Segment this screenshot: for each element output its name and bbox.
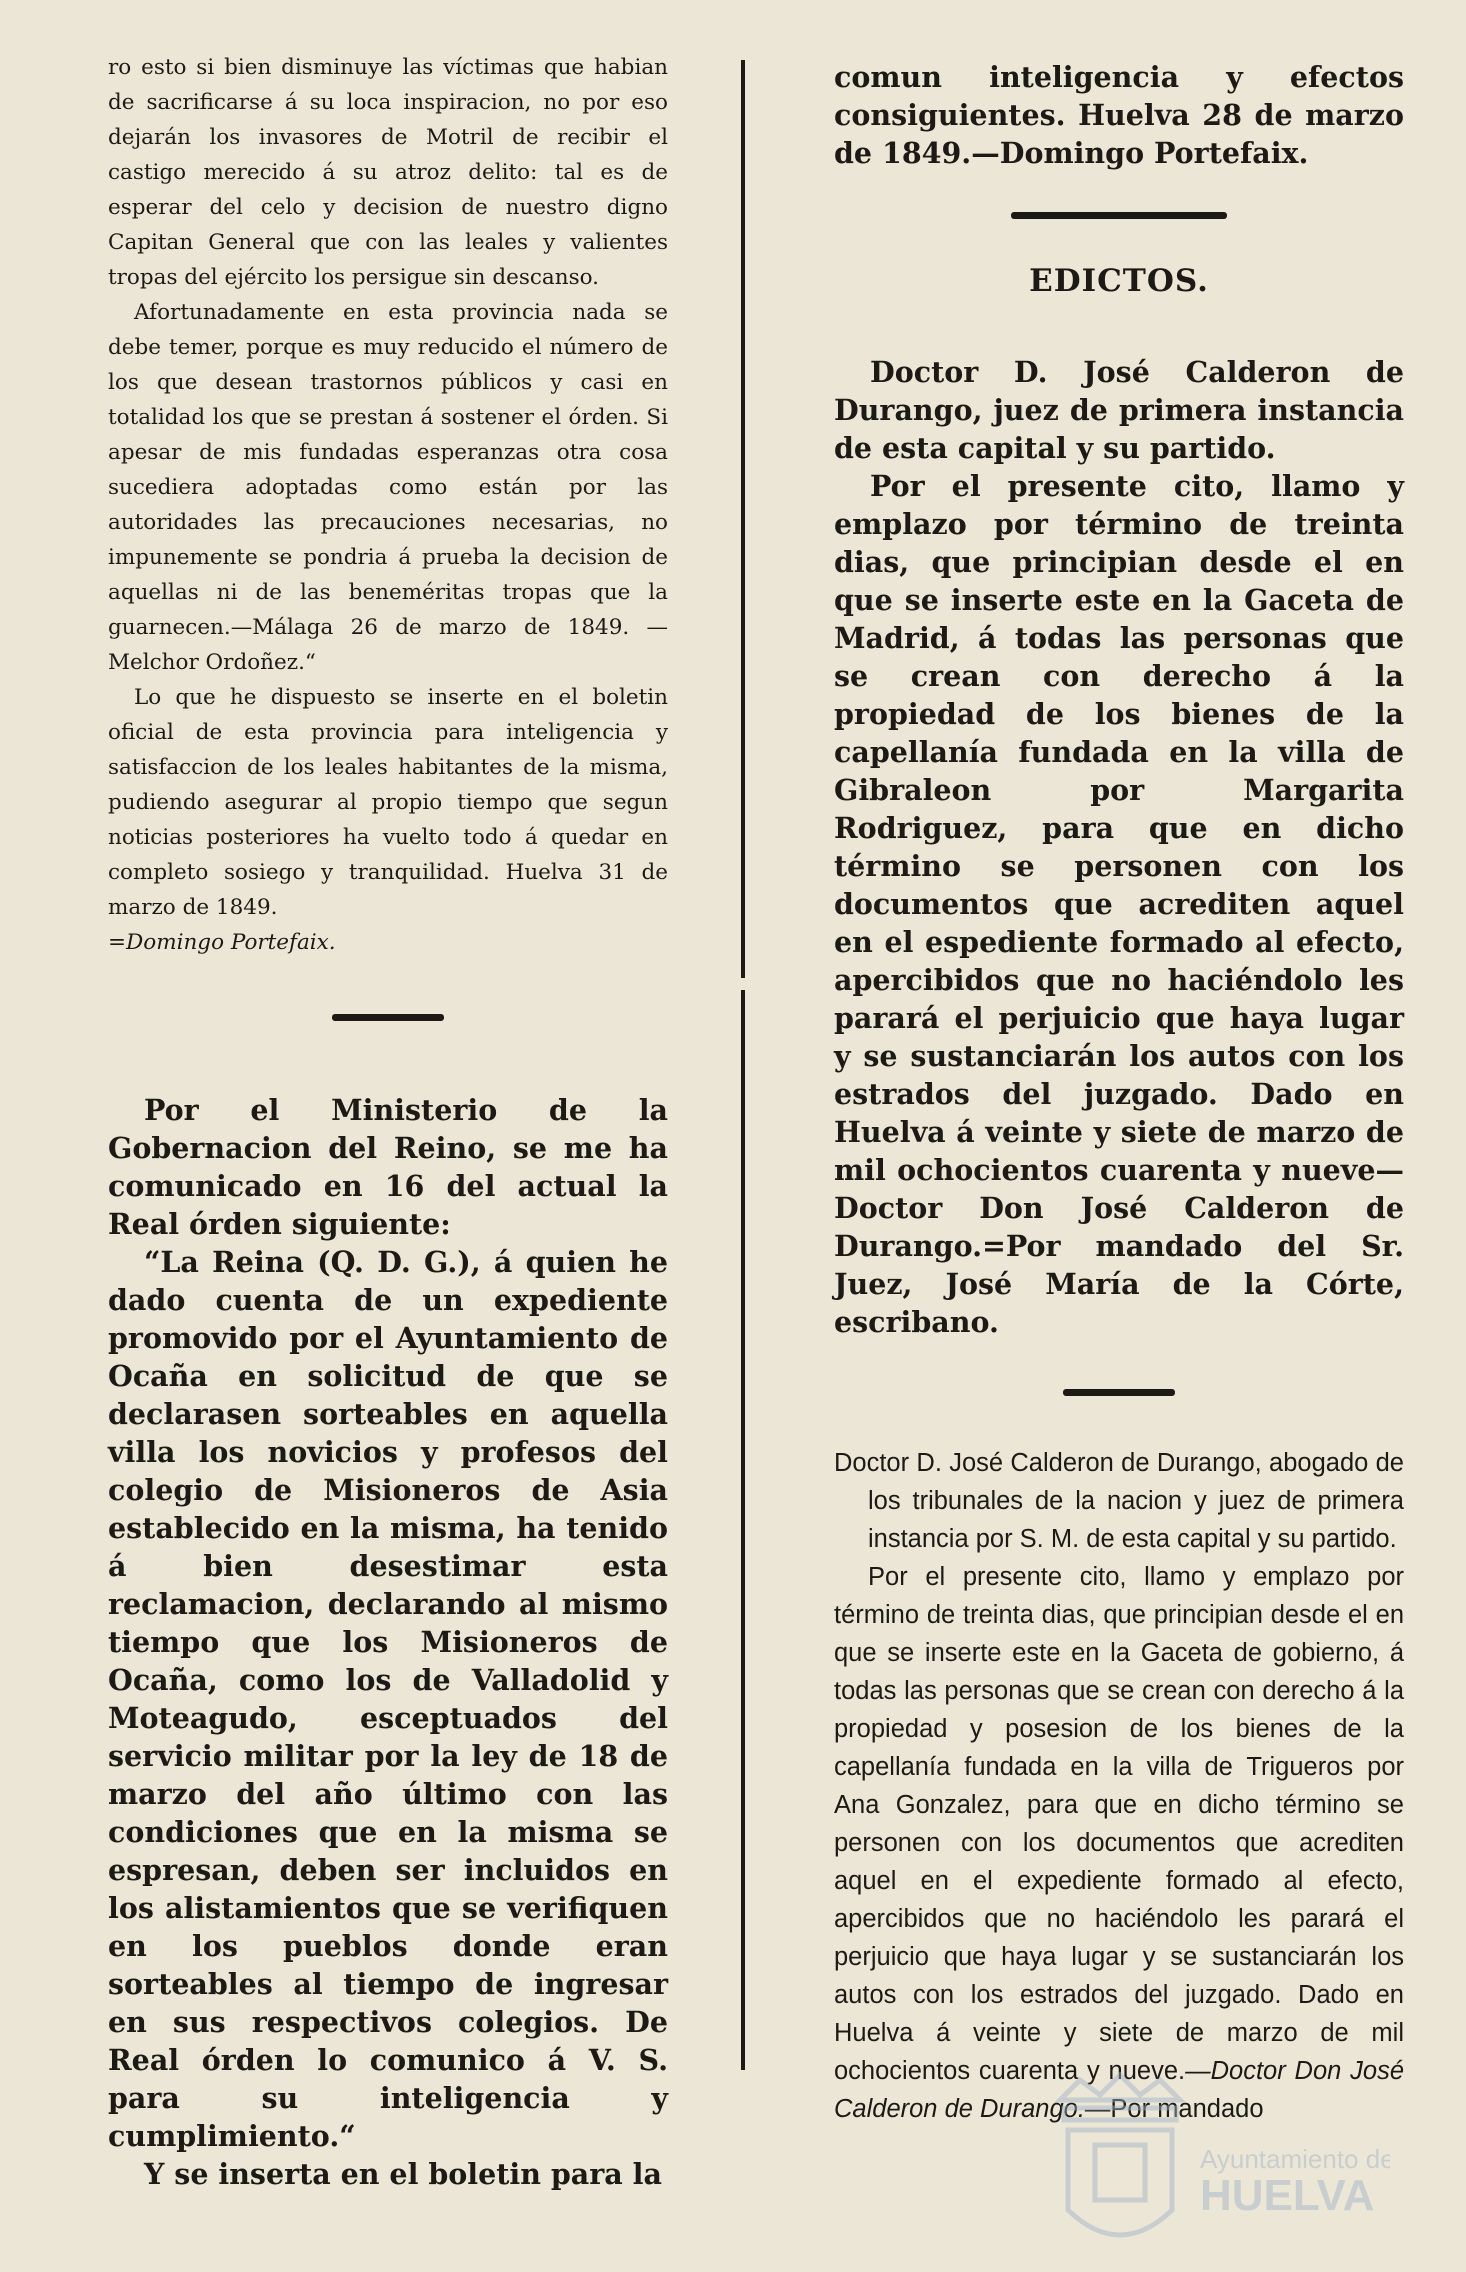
proclamation-paragraph-2: Afortunadamente en esta provincia nada se debe temer, porque es muy reducido el número de los que desean trastornos públicos y casi en totalidad los que se prestan á sostener el órden. Si apesar de mis fundadas esperanzas otra cosa sucediera adoptadas como están por las autoridades las precauciones necesarias, no impunemente se pondria á prueba la decision de aquellas ni de las beneméritas tropas que la guarnecen.—Málaga 26 de marzo de 1849. —Melchor Ordoñez.“: [108, 300, 668, 675]
edict-2-body-text: Por el presente cito, llamo y emplazo por término de treinta dias, que principian desde el en que se inserte este en la Gaceta de gobierno, á todas las personas que se crean con derecho á la propiedad y posesion de los bienes de la capellanía fundada en la villa de Trigueros por Ana Gonzalez, para que en dicho término se personen con los documentos que acrediten aquel en el expediente formado al efecto, apercibidos que no haciéndolo les parará el perjuicio que haya lugar y se sustanciarán los autos con los estrados del juzgado. Dado en Huelva á veinte y siete de marzo de mil ochocientos cuarenta y nueve.: [834, 1563, 1404, 2085]
edict-2: [834, 1444, 1404, 2128]
edict-1-body: Por el presente cito, llamo y emplazo por término de treinta dias, que principian desde el en que se inserte este en la Gaceta de Madrid, á todas las personas que se crean con derecho á la propiedad de los bienes de la capellanía fundada en la villa de Gibraleon por Margarita Rodriguez, para que en dicho término se personen con los documentos que acrediten aquel en el espediente formado al efecto, apercibidos que no haciéndolo les parará el perjuicio que haya lugar y se sustanciarán los autos con los estrados del juzgado. Dado en Huelva á veinte y siete de marzo de mil ochocientos cuarenta y nueve—Doctor Don José Calderon de Durango.=Por mandado del Sr. Juez, José María de la Córte, escribano.: [834, 469, 1404, 1339]
proclamation-paragraph-3: [108, 680, 668, 960]
right-column: [834, 58, 1404, 2128]
section-divider: [1011, 212, 1227, 219]
edict-2-header: Doctor D. José Calderon de Durango, abogado de los tribunales de la nacion y juez de primera instancia por S. M. de esta capital y su partido.: [834, 1449, 1404, 1553]
left-column: [108, 50, 668, 2193]
royal-order-close: Y se inserta en el boletin para la: [144, 2157, 662, 2191]
proclamation-paragraph-1: ro esto si bien disminuye las víctimas que habian de sacrificarse á su loca inspiracion, no por eso dejarán los invasores de Motril de recibir el castigo merecido á su atroz delito: tal es de esperar del celo y decision de nuestro digno Capitan General que con las leales y valientes tropas del ejército los persigue sin descanso.: [108, 55, 668, 290]
huelva-watermark: [1050, 2060, 1390, 2260]
governor-proclamation: [108, 50, 668, 960]
proclamation-signature: =Domingo Portefaix.: [108, 930, 336, 955]
edict-2-tail: —Por mandado: [1084, 2095, 1264, 2123]
column-separator-bottom: [741, 990, 745, 2070]
continuation-paragraph: comun inteligencia y efectos consiguientes. Huelva 28 de marzo de 1849.—Domingo Portefaix.: [834, 60, 1404, 170]
royal-order-intro: Por el Ministerio de la Gobernacion del Reino, se me ha comunicado en 16 del actual la Real órden siguiente:: [108, 1093, 668, 1241]
edict-1-header: Doctor D. José Calderon de Durango, juez de primera instancia de esta capital y su partido.: [834, 355, 1404, 465]
section-divider: [332, 1014, 444, 1021]
proclamation-paragraph-3-text: Lo que he dispuesto se inserte en el boletin oficial de esta provincia para inteligencia y satisfaccion de los leales habitantes de la misma, pudiendo asegurar al propio tiempo que segun noticias posteriores ha vuelto todo á quedar en completo sosiego y tranquilidad. Huelva 31 de marzo de 1849.: [108, 685, 668, 920]
edict-2-body: [834, 1558, 1404, 2128]
column-separator-top: [741, 60, 745, 978]
continuation-text: [834, 58, 1404, 172]
watermark-line-1: Ayuntamiento de: [1200, 2144, 1390, 2174]
crown-shield-icon: [1050, 2060, 1390, 2260]
watermark-line-2: HUELVA: [1200, 2171, 1375, 2220]
royal-order-notice: [108, 1091, 668, 2193]
edict-1: [834, 353, 1404, 1341]
royal-order-body: “La Reina (Q. D. G.), á quien he dado cuenta de un expediente promovido por el Ayuntamiento de Ocaña en solicitud de que se declarasen sorteables en aquella villa los novicios y profesos del colegio de Misioneros de Asia establecido en la misma, ha tenido á bien desestimar esta reclamacion, declarando al mismo tiempo que los Misioneros de Ocaña, como los de Valladolid y Moteagudo, esceptuados del servicio militar por la ley de 18 de marzo del año último con las condiciones que en la misma se espresan, deben ser incluidos en los alistamientos que se verifiquen en los pueblos donde eran sorteables al tiempo de ingresar en sus respectivos colegios. De Real órden lo comunico á V. S. para su inteligencia y cumplimiento.“: [108, 1245, 668, 2153]
section-divider: [1063, 1389, 1175, 1396]
section-title-edictos: EDICTOS.: [1029, 263, 1209, 299]
edict-2-signature: —Doctor Don José Calderon de Durango.: [834, 2057, 1404, 2123]
